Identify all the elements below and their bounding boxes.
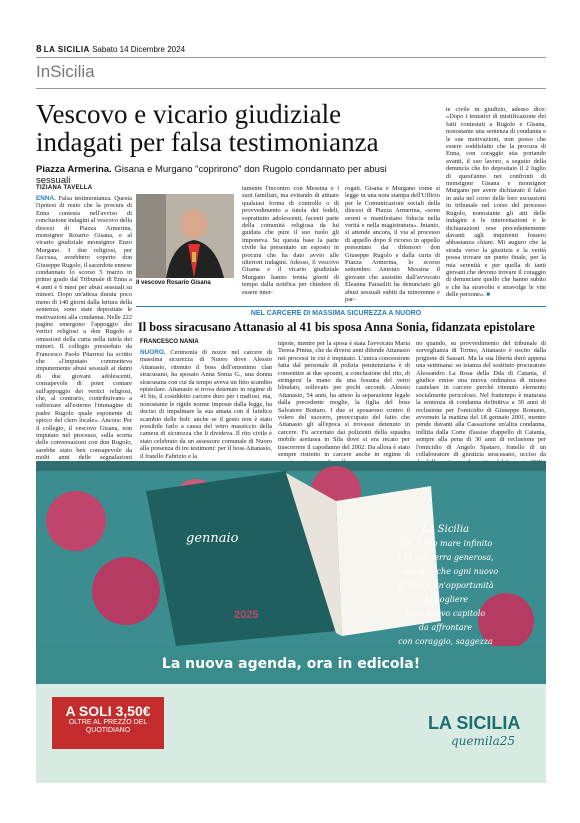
- logo-sub: quemila25: [451, 734, 515, 748]
- article2-col2: nipote, mentre per la sposa è stata l'avvocata Maria Teresa Pintus, che da diversi anni difende Attanasio nei processi in cui è imputato. L'unica concessione fatta dal personale di polizia penitenziaria è di consentire ai due sposini, a conclusione del rito, di stringersi la mano da una fessura del vetro blindato, sollevato per pochi secondi. Alessio Attanasio, 54 anni, ha atteso la separazione legale dalla precedente moglie, la figlia del boss Salvatore Bottaro. I due si sposarono contro il volere del suocero, preoccupato del fatto che Attanasio gli all'epoca si trovasse detenuto in carcere. Fu accertato dai poliziotti della squadra mobile aretusea in Sila dove si era recato per trascorrere il capodanno del 2002. Da allora è stato sempre ristretto in carcere anche in regime di: [278, 340, 410, 459]
- logo-name: LA SICILIA: [428, 713, 521, 733]
- poem-line: e un nuovo capitolo: [405, 609, 486, 618]
- ad-poem: [358, 523, 533, 663]
- article2-byline: FRANCESCO NANIA: [140, 339, 199, 345]
- byline: TIZIANA TAVELLA: [36, 185, 93, 191]
- subheadline: [36, 164, 416, 186]
- section-rule: [36, 88, 546, 89]
- article2-col1-text: Cerimonia di nozze nel carcere di massima sicurezza di Nuoro dove Alessio Attanasio, ritenuto il boss dell'omonimo clan siracusano, ha sposato Anna Sonia G., una donna siracusana con cui da tempo aveva un fitto scambio epistolare. Attanasio si trova detenuto in regime di 41 bis, il cosiddetto carcere duro per i mafiosi, ma, nonostante le rigide norme imposte dalla legge, ha deciso di impalmare la sua amata con il fatidico scambio delle fedi: anche se il gesto non è stato possibile farlo a causa del vetro massiccio della camera di sicurezza che li divideva. Il rito civile è stato celebrato da un assessore comunale di Nuoro alla presenza di tre testimoni: per il boss Attanasio, il fratello Fabrizio e la: [140, 349, 272, 460]
- article2-tag: NEL CARCERE DI MASSIMA SICUREZZA A NUORO: [250, 310, 422, 317]
- article1-col2: tamente l'incontro con Messina e i suoi familiari, ma evitando di attuare qualsiasi forma di controllo o di provvedimento a tutela dei fedeli, soprattutto adolescenti, facenti parte della comunità religiosa da lui guidata che pure il suo ruolo gli imponeva. Su questa base la parte civile ha presentato un esposto in procura che ha dato avvio alle ulteriori indagini. Adesso, il vescovo Gisana e il vicario giudiziale Murgano hanno trenta giorni di tempo dalla notifica per chiedere di essere inter-: [242, 185, 339, 296]
- article1-col1-text: Falsa testimonianza. Questa l'ipotesi di reato che la procura di Enna contesta nell'avviso di conclusione indagini al vescovo della diocesi di Piazza Armerina, monsignor Rosario Gisana, e al vicario giudiziale monsignor Enzo Murgano. I due religiosi, per l'accusa, avrebbero coperto don Giuseppe Rugolo, il sacerdote ennese condannato lo scorso 5 marzo in primo grado dal Tribunale di Enna a 4 anni e 6 mesi per abusi sessuali su minori. Dopo un'attesa durata poco meno di 140 giorni dalla lettura della sentenza, sono state depositate le motivazioni alla condanna. Nelle 222 pagine emergono l'appoggio dei vertici religiosi a don Rugolo e omissioni della curia nella tutela dei minori. Il collegio presieduto da Francesco Paolo Pitarresi ha scritto che «l'imputato commetteva impunemente abusi sessuali ai danni di due giovani adolescenti, consapevole di poter contare sull'appoggio dei vertici religiosi, che, al contrario, contribuivano a rafforzare all'esterno l'immagine di padre Rugolo quale esponente di spicco del clero locale». Ancora: Per il collegio, il vescovo Gisana, non imputato nel processo, sulla scorta delle conversazioni con don Rugolo, sarebbe stato ben consapevole da molti anni delle segnalazioni: [36, 195, 133, 462]
- book-month: gennaio: [186, 531, 239, 546]
- article2-col3: no quando, su provvedimento del tribunale di sorveglianza di Torino, Attanasio è uscito dalla prigione di Sassari. Ma la sua libertà durò appena una settimana: su istanza del sostituto procuratore Alessandro La Rosa della Dda di Catania, il giudice emise una nuova ordinanza di misura cautelare in carcere perché ritenuto elemento socialmente pericoloso. Nel frattempo è maturata la sentenza di condanna definitiva a 30 anni di reclusione per l'omicidio di Giuseppe Romano, avvenuto la mattina del 18 gennaio 2001, mentre pende davanti alla Cassazione un'altra condanna, inflitta dalla Corte d'assise d'appello di Catania, sempre alla pena di 30 anni di reclusione per l'omicidio di Angelo Spataro, fratello di un collaboratore di giustizia siracusano, ucciso da: [416, 340, 546, 459]
- article1-col4-text: te civile in giudizio, adesso dice: «Dopo i tentativi di mistificazione dei fatti contestati a Rugolo e Gisana, nonostante una sentenza di condanna e le sue motivazioni, non posso che essere soddisfatto che la procura di Enna, con coraggio stia portando avanti, il suo lavoro, a seguito della denuncia che ho depositato il 2 luglio di quest'anno nei confronti di monsignor Gisana e monsignor Murgano per avere dichiarato il falso in aula nel corso delle loro escussioni in tribunale nel corso del processo Rugolo, nonostante gli atti delle indagini e le intercettazioni e le dichiarazioni rese precedentemente davanti agli inquirenti fossero abbastanza chiare. Mi auguro che la strada verso la giustizia e la verità possa trovare un punto finale, per la mia serenità e per quella di tanti giovani che devono trovare il coraggio di denunciare quello che hanno subito e che ha stravolto e stravolge le vite delle persone».: [446, 106, 546, 299]
- headline: Vescovo e vicario giudiziale indagati per falsa testimonianza: [36, 99, 379, 157]
- bishop-photo-image: [136, 194, 234, 278]
- bishop-photo: [136, 194, 234, 278]
- photo-caption: Il vescovo Rosario Gisana: [136, 280, 211, 286]
- poem-line: La Sicilia: [422, 524, 469, 535]
- ad-headline: La nuova agenda, ora in edicola!: [161, 656, 421, 672]
- price-badge: [52, 697, 164, 749]
- header-rule: [36, 57, 546, 58]
- poem-line: con il suo mare infinito: [398, 539, 493, 548]
- newspaper-logo: [428, 713, 538, 748]
- brand-name: LA SICILIA: [43, 45, 90, 54]
- poem-line: con coraggio, saggezza: [398, 637, 493, 646]
- agenda-advertisement[interactable]: [36, 461, 546, 783]
- article2-title: Il boss siracusano Attanasio al 41 bis sposa Anna Sonia, fidanzata epistolare: [138, 320, 535, 334]
- poem-line: da cogliere: [422, 595, 469, 604]
- article1-col4: [446, 106, 546, 299]
- poem-line: da affrontare: [418, 623, 473, 632]
- poem-line: giorno è un'opportunità: [397, 581, 494, 590]
- sub-place: Piazza Armerina.: [36, 164, 112, 175]
- article2-col1: [140, 349, 272, 460]
- page-header: [36, 44, 546, 56]
- article2-dateline: NUORO.: [140, 349, 166, 356]
- price-main: A SOLI 3,50€: [65, 703, 151, 719]
- book-year: 2025: [234, 609, 259, 621]
- end-mark: ■: [486, 291, 491, 299]
- article1-col3: rogati. Gisana e Murgano come si legge in una nota stampa dell'Ufficio per le Comunicazioni sociali della diocesi di Piazza Armerina, «sono sereni e manifestano fiducia nella verità e nella magistratura». Intanto, si attende ancora, il via al processo di appello dopo il ricorso in appello presentato dai difensori don Giuseppe Rugolo e dalla curia di Piazza Armerina, lo scorso settembre. Antonio Messina il giovane che assistito dall'avvocato Eleanna Parasiliti ha denunciato gli abusi sessuali subiti da minorenne e par-: [345, 185, 440, 304]
- poem-line: ci insegna che ogni nuovo: [392, 567, 499, 576]
- poem-line: e la sua terra generosa,: [397, 553, 494, 562]
- dateline: ENNA.: [36, 195, 56, 202]
- article2-rule: [136, 306, 546, 307]
- page-number: 8: [36, 44, 42, 55]
- sub-text: Gisana e Murgano "coprirono" don Rugolo condannato per abusi sessuali: [36, 164, 387, 186]
- issue-date: Sabato 14 Dicembre 2024: [92, 45, 186, 54]
- article1-col1: [36, 195, 132, 490]
- section-title: InSicilia: [36, 62, 95, 81]
- price-sub: OLTRE AL PREZZO DEL QUOTIDIANO: [68, 719, 148, 734]
